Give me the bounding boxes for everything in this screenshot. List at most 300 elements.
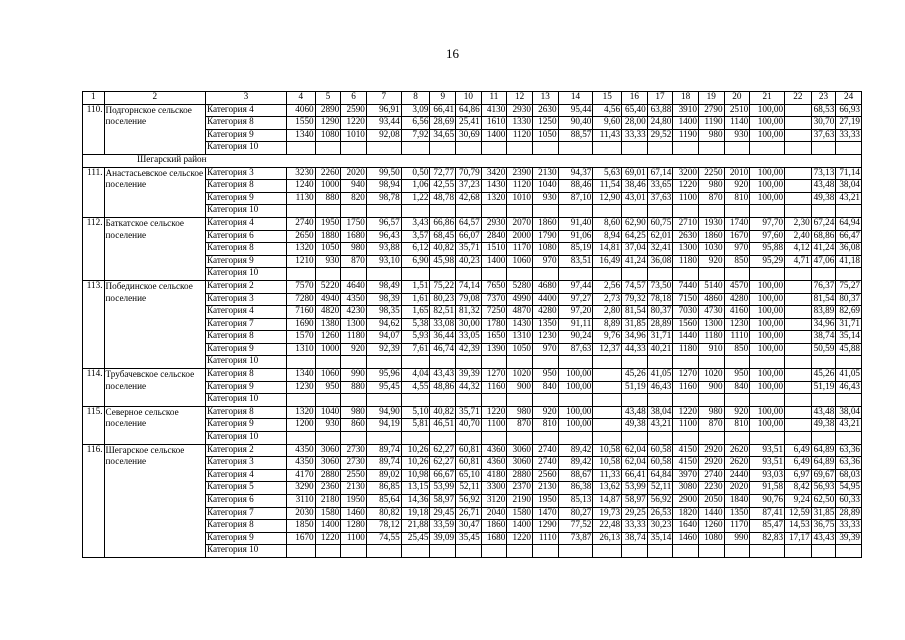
value-cell: 2740 xyxy=(532,444,558,457)
value-cell xyxy=(785,192,812,205)
value-cell xyxy=(724,545,750,558)
category-cell: Категория 10 xyxy=(205,142,286,155)
value-cell: 37,23 xyxy=(456,180,482,193)
value-cell: 920 xyxy=(698,255,724,268)
value-cell: 58,97 xyxy=(622,495,648,508)
value-cell: 93,88 xyxy=(366,243,401,256)
column-number-cell: 10 xyxy=(456,92,482,105)
value-cell: 33,65 xyxy=(647,180,673,193)
category-cell: Категория 9 xyxy=(205,381,286,394)
value-cell: 870 xyxy=(698,419,724,432)
value-cell xyxy=(785,167,812,180)
value-cell: 1190 xyxy=(698,117,724,130)
value-cell: 5220 xyxy=(315,280,341,293)
column-number-cell: 17 xyxy=(647,92,673,105)
value-cell: 10,58 xyxy=(593,444,622,457)
settlement-name: Шегарское сельское поселение xyxy=(104,444,205,557)
value-cell: 1680 xyxy=(481,532,507,545)
value-cell xyxy=(532,432,558,445)
value-cell: 46,43 xyxy=(647,381,673,394)
value-cell: 97,20 xyxy=(558,306,593,319)
value-cell: 65,40 xyxy=(622,104,648,117)
value-cell xyxy=(698,142,724,155)
value-cell: 1750 xyxy=(341,217,367,230)
value-cell: 1220 xyxy=(673,180,699,193)
category-cell: Категория 10 xyxy=(205,268,286,281)
value-cell: 3420 xyxy=(481,167,507,180)
value-cell: 2550 xyxy=(341,469,367,482)
value-cell xyxy=(315,205,341,218)
value-cell: 2000 xyxy=(507,230,533,243)
value-cell: 75,22 xyxy=(430,280,456,293)
column-number-cell: 13 xyxy=(532,92,558,105)
value-cell: 980 xyxy=(341,406,367,419)
value-cell: 93,10 xyxy=(366,255,401,268)
value-cell: 1180 xyxy=(698,331,724,344)
value-cell: 1670 xyxy=(286,532,315,545)
value-cell xyxy=(724,268,750,281)
value-cell: 4360 xyxy=(481,444,507,457)
value-cell: 100,00 xyxy=(750,306,785,319)
value-cell: 85,47 xyxy=(750,520,785,533)
value-cell: 41,24 xyxy=(811,243,836,256)
value-cell: 100,00 xyxy=(750,419,785,432)
value-cell: 45,26 xyxy=(622,369,648,382)
value-cell xyxy=(401,432,430,445)
value-cell: 69,01 xyxy=(622,167,648,180)
value-cell: 14,81 xyxy=(593,243,622,256)
value-cell: 950 xyxy=(724,369,750,382)
value-cell xyxy=(532,142,558,155)
value-cell: 75,27 xyxy=(836,280,862,293)
value-cell: 26,71 xyxy=(456,507,482,520)
value-cell: 1460 xyxy=(341,507,367,520)
value-cell: 28,89 xyxy=(836,507,862,520)
value-cell: 980 xyxy=(698,129,724,142)
value-cell: 1050 xyxy=(532,129,558,142)
column-number-cell: 4 xyxy=(286,92,315,105)
value-cell: 12,37 xyxy=(593,343,622,356)
value-cell: 2730 xyxy=(341,457,367,470)
value-cell: 1270 xyxy=(673,369,699,382)
value-cell: 1580 xyxy=(507,507,533,520)
value-cell: 68,03 xyxy=(836,469,862,482)
value-cell: 11,54 xyxy=(593,180,622,193)
value-cell: 28,69 xyxy=(430,117,456,130)
district-name: Шегарский район xyxy=(83,154,862,167)
value-cell xyxy=(366,394,401,407)
value-cell xyxy=(811,142,836,155)
value-cell: 52,11 xyxy=(456,482,482,495)
value-cell xyxy=(558,205,593,218)
value-cell: 4230 xyxy=(341,306,367,319)
value-cell xyxy=(430,142,456,155)
value-cell xyxy=(286,432,315,445)
value-cell xyxy=(481,394,507,407)
value-cell: 2130 xyxy=(532,167,558,180)
value-cell xyxy=(481,432,507,445)
value-cell: 1510 xyxy=(481,243,507,256)
value-cell: 93,51 xyxy=(750,444,785,457)
value-cell: 1230 xyxy=(532,331,558,344)
value-cell xyxy=(430,268,456,281)
value-cell: 1210 xyxy=(286,255,315,268)
value-cell: 73,87 xyxy=(558,532,593,545)
category-cell: Категория 4 xyxy=(205,306,286,319)
value-cell xyxy=(785,293,812,306)
value-cell xyxy=(836,142,862,155)
value-cell xyxy=(622,142,648,155)
value-cell: 1250 xyxy=(532,117,558,130)
value-cell: 2230 xyxy=(698,482,724,495)
value-cell xyxy=(593,406,622,419)
value-cell: 100,00 xyxy=(750,331,785,344)
value-cell xyxy=(593,369,622,382)
value-cell: 1100 xyxy=(341,532,367,545)
value-cell: 42,55 xyxy=(430,180,456,193)
value-cell xyxy=(673,545,699,558)
value-cell xyxy=(286,205,315,218)
value-cell: 91,06 xyxy=(558,230,593,243)
value-cell: 31,71 xyxy=(836,318,862,331)
value-cell: 56,92 xyxy=(456,495,482,508)
value-cell: 64,89 xyxy=(811,444,836,457)
value-cell xyxy=(836,545,862,558)
value-cell: 6,49 xyxy=(785,457,812,470)
value-cell: 96,57 xyxy=(366,217,401,230)
value-cell: 7,92 xyxy=(401,129,430,142)
value-cell: 1950 xyxy=(341,495,367,508)
category-cell: Категория 9 xyxy=(205,192,286,205)
value-cell: 96,43 xyxy=(366,230,401,243)
value-cell: 94,62 xyxy=(366,318,401,331)
value-cell: 1860 xyxy=(481,520,507,533)
value-cell: 17,17 xyxy=(785,532,812,545)
value-cell xyxy=(558,142,593,155)
column-number-cell: 8 xyxy=(401,92,430,105)
value-cell xyxy=(785,306,812,319)
table-row xyxy=(83,217,862,230)
value-cell: 34,65 xyxy=(430,129,456,142)
value-cell: 2040 xyxy=(481,507,507,520)
value-cell: 36,08 xyxy=(836,243,862,256)
column-number-cell: 2 xyxy=(104,92,205,105)
value-cell: 4400 xyxy=(532,293,558,306)
value-cell xyxy=(811,394,836,407)
value-cell: 80,37 xyxy=(836,293,862,306)
value-cell: 98,39 xyxy=(366,293,401,306)
category-cell: Категория 8 xyxy=(205,520,286,533)
value-cell xyxy=(286,394,315,407)
value-cell: 80,82 xyxy=(366,507,401,520)
value-cell: 1860 xyxy=(532,217,558,230)
value-cell: 2710 xyxy=(673,217,699,230)
value-cell: 47,06 xyxy=(811,255,836,268)
value-cell xyxy=(673,142,699,155)
value-cell: 920 xyxy=(724,180,750,193)
value-cell xyxy=(811,432,836,445)
value-cell: 980 xyxy=(507,406,533,419)
value-cell xyxy=(456,545,482,558)
value-cell: 4150 xyxy=(673,444,699,457)
value-cell: 5,81 xyxy=(401,419,430,432)
value-cell: 1260 xyxy=(698,520,724,533)
value-cell: 1880 xyxy=(315,230,341,243)
value-cell: 49,38 xyxy=(622,419,648,432)
value-cell: 2920 xyxy=(698,457,724,470)
value-cell xyxy=(811,545,836,558)
value-cell: 35,14 xyxy=(836,331,862,344)
value-cell xyxy=(785,129,812,142)
value-cell xyxy=(593,432,622,445)
value-cell xyxy=(836,205,862,218)
value-cell xyxy=(673,356,699,369)
value-cell: 1300 xyxy=(673,243,699,256)
value-cell: 24,80 xyxy=(647,117,673,130)
column-number-cell: 9 xyxy=(430,92,456,105)
value-cell: 89,02 xyxy=(366,469,401,482)
value-cell: 4,55 xyxy=(401,381,430,394)
value-cell xyxy=(341,142,367,155)
value-cell xyxy=(647,394,673,407)
value-cell: 50,59 xyxy=(811,343,836,356)
value-cell xyxy=(811,268,836,281)
value-cell xyxy=(532,205,558,218)
value-cell: 1820 xyxy=(673,507,699,520)
value-cell: 6,97 xyxy=(785,469,812,482)
value-cell: 56,93 xyxy=(811,482,836,495)
value-cell: 28,89 xyxy=(647,318,673,331)
value-cell: 62,04 xyxy=(622,444,648,457)
value-cell: 4130 xyxy=(481,104,507,117)
value-cell xyxy=(401,142,430,155)
value-cell xyxy=(456,432,482,445)
value-cell: 100,00 xyxy=(750,104,785,117)
value-cell: 2370 xyxy=(507,482,533,495)
value-cell: 1080 xyxy=(698,532,724,545)
value-cell: 36,75 xyxy=(811,520,836,533)
value-cell: 2630 xyxy=(673,230,699,243)
value-cell: 38,04 xyxy=(836,406,862,419)
value-cell: 100,00 xyxy=(558,381,593,394)
value-cell xyxy=(836,394,862,407)
value-cell: 1930 xyxy=(698,217,724,230)
value-cell: 920 xyxy=(532,406,558,419)
value-cell: 93,44 xyxy=(366,117,401,130)
category-cell: Категория 6 xyxy=(205,495,286,508)
value-cell: 100,00 xyxy=(750,343,785,356)
value-cell: 26,13 xyxy=(593,532,622,545)
value-cell: 2790 xyxy=(698,104,724,117)
value-cell: 33,33 xyxy=(622,520,648,533)
settlement-number: 111. xyxy=(83,167,105,217)
value-cell: 3060 xyxy=(507,457,533,470)
value-cell xyxy=(366,205,401,218)
value-cell xyxy=(481,142,507,155)
settlement-name: Побединское сельское поселение xyxy=(104,280,205,368)
value-cell xyxy=(532,545,558,558)
value-cell: 2020 xyxy=(724,482,750,495)
value-cell: 2440 xyxy=(724,469,750,482)
value-cell: 66,41 xyxy=(430,104,456,117)
value-cell: 1330 xyxy=(507,117,533,130)
value-cell: 1560 xyxy=(673,318,699,331)
value-cell: 39,09 xyxy=(430,532,456,545)
value-cell: 11,43 xyxy=(593,129,622,142)
value-cell xyxy=(836,356,862,369)
value-cell: 2510 xyxy=(724,104,750,117)
value-cell: 43,21 xyxy=(836,192,862,205)
value-cell xyxy=(836,432,862,445)
value-cell: 810 xyxy=(532,419,558,432)
value-cell: 1010 xyxy=(507,192,533,205)
column-number-cell: 1 xyxy=(83,92,105,105)
value-cell xyxy=(507,356,533,369)
table-row xyxy=(83,369,862,382)
value-cell: 93,51 xyxy=(750,457,785,470)
value-cell: 1270 xyxy=(481,369,507,382)
value-cell: 63,36 xyxy=(836,444,862,457)
value-cell: 44,33 xyxy=(622,343,648,356)
value-cell xyxy=(724,394,750,407)
value-cell: 6,49 xyxy=(785,444,812,457)
value-cell: 25,45 xyxy=(401,532,430,545)
value-cell: 38,04 xyxy=(836,180,862,193)
value-cell: 4730 xyxy=(698,306,724,319)
value-cell: 870 xyxy=(507,419,533,432)
value-cell: 7650 xyxy=(481,280,507,293)
value-cell: 1340 xyxy=(286,129,315,142)
value-cell: 1060 xyxy=(507,255,533,268)
value-cell: 1170 xyxy=(724,520,750,533)
value-cell: 39,39 xyxy=(456,369,482,382)
value-cell xyxy=(481,545,507,558)
value-cell xyxy=(366,268,401,281)
value-cell: 12,59 xyxy=(785,507,812,520)
value-cell: 62,01 xyxy=(647,230,673,243)
value-cell xyxy=(507,545,533,558)
value-cell: 64,84 xyxy=(647,469,673,482)
value-cell: 4180 xyxy=(481,469,507,482)
value-cell xyxy=(785,104,812,117)
category-cell: Категория 5 xyxy=(205,482,286,495)
settlement-number: 113. xyxy=(83,280,105,368)
value-cell: 87,41 xyxy=(750,507,785,520)
value-cell xyxy=(785,406,812,419)
value-cell: 82,69 xyxy=(836,306,862,319)
value-cell: 54,95 xyxy=(836,482,862,495)
value-cell: 63,88 xyxy=(647,104,673,117)
value-cell: 1440 xyxy=(698,507,724,520)
value-cell xyxy=(698,268,724,281)
value-cell: 31,85 xyxy=(622,318,648,331)
value-cell: 3120 xyxy=(481,495,507,508)
value-cell: 80,37 xyxy=(647,306,673,319)
value-cell: 70,79 xyxy=(456,167,482,180)
value-cell xyxy=(647,205,673,218)
value-cell: 1950 xyxy=(315,217,341,230)
value-cell: 1080 xyxy=(532,243,558,256)
value-cell xyxy=(785,280,812,293)
value-cell xyxy=(785,343,812,356)
settlement-name: Подгорнское сельское поселение xyxy=(104,104,205,154)
value-cell xyxy=(698,356,724,369)
value-cell: 66,86 xyxy=(430,217,456,230)
value-cell xyxy=(558,356,593,369)
category-cell: Категория 3 xyxy=(205,293,286,306)
value-cell xyxy=(785,394,812,407)
value-cell: 2840 xyxy=(481,230,507,243)
value-cell: 4870 xyxy=(507,306,533,319)
value-cell: 62,90 xyxy=(622,217,648,230)
value-cell xyxy=(315,356,341,369)
value-cell: 43,21 xyxy=(836,419,862,432)
value-cell: 94,37 xyxy=(558,167,593,180)
value-cell: 81,32 xyxy=(456,306,482,319)
value-cell: 5,38 xyxy=(401,318,430,331)
value-cell: 96,91 xyxy=(366,104,401,117)
settlement-number: 114. xyxy=(83,369,105,407)
value-cell: 2250 xyxy=(698,167,724,180)
value-cell: 71,14 xyxy=(836,167,862,180)
value-cell: 80,27 xyxy=(558,507,593,520)
value-cell: 8,94 xyxy=(593,230,622,243)
value-cell: 3110 xyxy=(286,495,315,508)
value-cell: 5,10 xyxy=(401,406,430,419)
value-cell xyxy=(698,545,724,558)
category-cell: Категория 4 xyxy=(205,217,286,230)
value-cell: 30,47 xyxy=(456,520,482,533)
value-cell: 43,43 xyxy=(811,532,836,545)
value-cell: 40,23 xyxy=(456,255,482,268)
value-cell: 840 xyxy=(532,381,558,394)
value-cell: 10,58 xyxy=(593,457,622,470)
value-cell: 30,69 xyxy=(456,129,482,142)
value-cell: 0,50 xyxy=(401,167,430,180)
value-cell: 2930 xyxy=(507,104,533,117)
value-cell xyxy=(532,268,558,281)
value-cell: 1680 xyxy=(341,230,367,243)
value-cell: 2650 xyxy=(286,230,315,243)
value-cell: 98,49 xyxy=(366,280,401,293)
value-cell: 1550 xyxy=(286,117,315,130)
value-cell: 1390 xyxy=(481,343,507,356)
value-cell: 8,60 xyxy=(593,217,622,230)
value-cell: 9,60 xyxy=(593,117,622,130)
category-cell: Категория 8 xyxy=(205,406,286,419)
value-cell: 22,48 xyxy=(593,520,622,533)
value-cell: 4280 xyxy=(532,306,558,319)
value-cell: 1,61 xyxy=(401,293,430,306)
value-cell: 100,00 xyxy=(750,369,785,382)
value-cell xyxy=(785,117,812,130)
value-cell xyxy=(647,432,673,445)
value-cell: 1020 xyxy=(698,369,724,382)
value-cell xyxy=(750,432,785,445)
category-cell: Категория 10 xyxy=(205,432,286,445)
value-cell: 99,50 xyxy=(366,167,401,180)
value-cell xyxy=(315,432,341,445)
value-cell xyxy=(724,205,750,218)
value-cell: 35,71 xyxy=(456,243,482,256)
value-cell xyxy=(750,142,785,155)
value-cell: 2630 xyxy=(532,104,558,117)
value-cell: 1220 xyxy=(315,532,341,545)
value-cell: 100,00 xyxy=(750,381,785,394)
category-cell: Категория 9 xyxy=(205,255,286,268)
value-cell: 930 xyxy=(532,192,558,205)
column-number-cell: 18 xyxy=(673,92,699,105)
